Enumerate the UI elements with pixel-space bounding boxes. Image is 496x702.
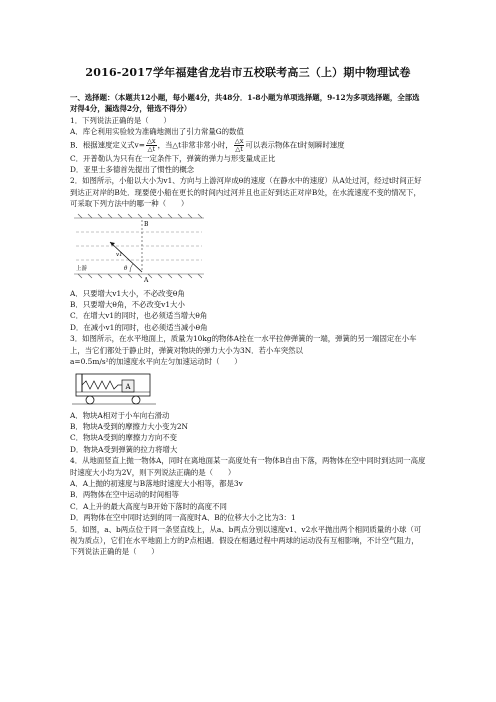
river-diagram bbox=[72, 212, 206, 286]
fraction-denominator-2: △t bbox=[235, 144, 243, 153]
label-theta: θ bbox=[124, 265, 128, 272]
q2-option-b: B．只要增大θ角，不必改变v1大小 bbox=[70, 300, 185, 310]
q1-option-b bbox=[70, 138, 426, 153]
label-upstream: 上游 bbox=[76, 265, 88, 272]
q2-option-c: C．在增大v1的同时，也必须适当增大θ角 bbox=[70, 311, 208, 321]
q3-option-a: A．物块A相对于小车向右滑动 bbox=[70, 410, 170, 420]
velocity-fraction-2 bbox=[234, 138, 245, 153]
q2-stem: 2．如图所示，小船以大小为v1、方向与上游河岸成θ的速度（在静水中的速度）从A处过河，经过t时间正好到达正对岸的B处．现要使小船在更长的时间内过河并且也正好到达正对岸B处，在水流速度不变的情况下，可采取下列方法中的哪一种（ ） bbox=[70, 176, 422, 209]
q4-option-b: B．两物体在空中运动的时间相等 bbox=[70, 490, 179, 500]
q1-option-a: A．库仑利用实验较为准确地测出了引力常量G的数值 bbox=[70, 127, 244, 137]
q3-stem-2: a=0.5m/s²的加速度水平向左匀加速运动时（ ） bbox=[70, 357, 242, 367]
cart-spring-figure bbox=[72, 370, 426, 408]
river-crossing-figure bbox=[72, 212, 426, 286]
velocity-fraction bbox=[146, 138, 157, 153]
fraction-numerator-2: △x bbox=[234, 136, 244, 145]
q1-stem: 1．下列说法正确的是（ ） bbox=[70, 115, 171, 125]
q4-option-a: A．A上抛的初速度与B落地时速度大小相等，都是3v bbox=[70, 478, 243, 488]
page-title: 2016-2017学年福建省龙岩市五校联考高三（上）期中物理试卷 bbox=[85, 66, 411, 79]
q2-option-a: A．只要增大v1大小，不必改变θ角 bbox=[70, 288, 185, 298]
q1-option-b-pre: B．根据速度定义式v= bbox=[70, 140, 145, 150]
q1-option-d: D．亚里士多德首先提出了惯性的概念 bbox=[70, 165, 195, 175]
q3-option-c: C．物块A受到的摩擦力方向不变 bbox=[70, 433, 178, 443]
q1-option-b-mid: ，当△t非常非常小时， bbox=[157, 140, 233, 150]
label-v1: v1 bbox=[116, 251, 123, 258]
q1-option-b-post: 可以表示物体在t时刻瞬时速度 bbox=[245, 140, 345, 150]
q4-option-c: C．A上升的最大高度与B开始下落时的高度不同 bbox=[70, 501, 227, 511]
q4-option-d: D．两物体在空中同时达到的同一高度时A、B的位移大小之比为3：1 bbox=[70, 513, 296, 523]
fraction-numerator: △x bbox=[146, 136, 156, 145]
q3-option-b: B．物块A受到的摩擦力大小变为2N bbox=[70, 421, 189, 431]
exam-content bbox=[70, 92, 426, 558]
q5-stem: 5．如图，a、b两点位于同一条竖直线上，从a、b两点分别以速度v1、v2水平抛出两个相同质量的小球（可视为质点），它们在水平地面上方的P点相遇．假设在相遇过程中两球的运动没有互相影响，不计空气阻力，下列说法正确的是（ ） bbox=[70, 524, 422, 557]
label-b: B bbox=[144, 220, 149, 228]
fraction-denominator: △t bbox=[147, 144, 156, 153]
block-label: A bbox=[125, 382, 131, 391]
q4-stem: 4．从地面竖直上抛一物体A，同时在离地面某一高度处有一物体B自由下落，两物体在空中同时到达同一高度时速度大小均为2V，则下列说法正确的是（ ） bbox=[70, 456, 426, 477]
q3-option-d: D．物块A受到弹簧的拉力将增大 bbox=[70, 444, 178, 454]
q3-stem-1: 3．如图所示，在水平地面上，质量为10kg的物体A拴在一水平拉伸弹簧的一端，弹簧的另一端固定在小车上，当它们都处于静止时，弹簧对物块的弹力大小为3N．若小车突然以 bbox=[70, 334, 417, 355]
label-a: A bbox=[144, 276, 149, 284]
q2-option-d: D．在减小v1的同时，也必须适当减小θ角 bbox=[70, 322, 208, 332]
section-heading: 一、选择题：（本题共12小题，每小题4分，共48分．1-8小题为单项选择题，9-12为多项选择题，全部选对得4分，漏选得2分，错选不得分） bbox=[70, 93, 420, 114]
cart-diagram bbox=[72, 370, 156, 408]
q1-option-c: C．开普勒认为只有在一定条件下，弹簧的弹力与形变量成正比 bbox=[70, 153, 276, 163]
